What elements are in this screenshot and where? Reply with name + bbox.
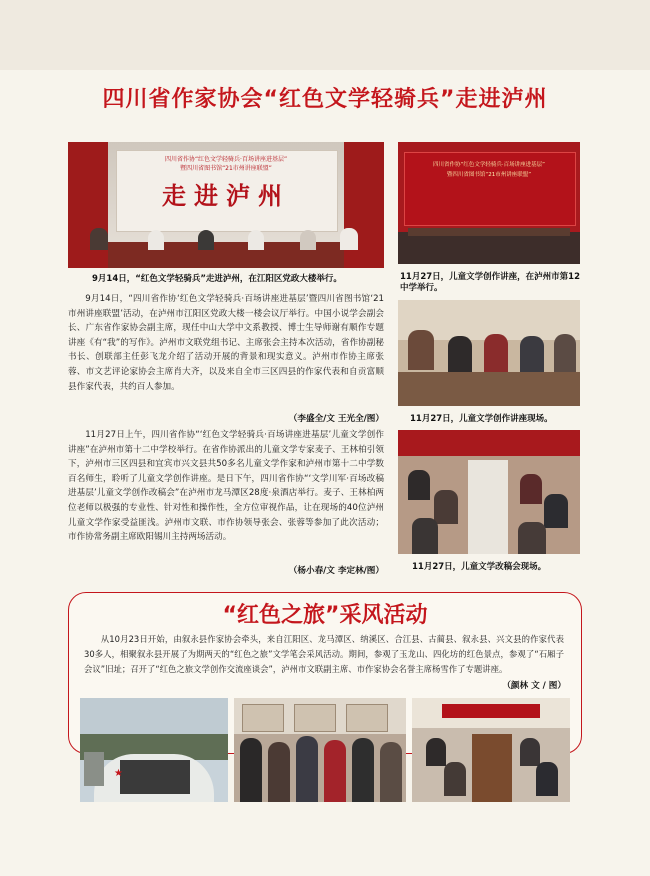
- article2-text: 11月27日上午，四川省作协“‘红色文学轻骑兵·百场讲座进基层’儿童文学创作讲座”在泸州市第十二中学校举行。在省作协派出的儿童文学专家麦子、王林柏引领下，泸州市三区四县和宜宾市兴文县共50多名儿童文学作家和泸州市第十二中学数百名师生，聆听了儿童文学创作讲座。是日下午，四川省作协“‘文学川军·百场改稿进基层’儿童文学创作改稿会”在泸州市龙马潭区28度·泉酒店举行。麦子、王林柏两位老师以极强的专业性、针对性和操作性，全方位审视作品，让在现场的40位泸州儿童文学作家受益匪浅。泸州市文联、市作协领导张会、张蓉等参加了此次活动；市作协常务副主席欧阳锡川主持两场活动。: [68, 430, 384, 543]
- photo1-banner-line2: 暨四川省图书馆“21市州讲座联盟”: [180, 165, 272, 172]
- photo-memorial-site: ★: [80, 698, 228, 802]
- photo-meeting-stage: [68, 142, 384, 268]
- section2-credit: （颜林 文 / 图）: [502, 681, 566, 691]
- photo3-caption: 11月27日，儿童文学创作讲座现场。: [410, 414, 553, 424]
- photo2-caption: 11月27日，儿童文学创作讲座，在泸州市第12中学举行。: [400, 272, 580, 293]
- photo1-banner-big: 走进泸州: [162, 182, 290, 210]
- section2-text: 从10月23日开始，由叙永县作家协会牵头，来自江阳区、龙马潭区、纳溪区、合江县、古蔺县、叙永县、兴文县的作家代表30多人，相聚叙永县开展了为期两天的“红色之旅”文学笔会采风活动。期间，参观了玉龙山、四化坊的红色景点，参观了“石厢子会议”旧址；召开了“红色之旅文学创作交流座谈会”，泸州市文联副主席、市作家协会名誉主席杨雪作了专题讲座。: [84, 634, 564, 674]
- photo-symposium: [412, 698, 570, 802]
- photo1-banner-line1: 四川省作协“红色文学轻骑兵·百场讲座进基层”: [164, 156, 288, 163]
- photo-editing-workshop: [398, 430, 580, 554]
- photo-school-lecture: [398, 142, 580, 264]
- article2-credit: （杨小春/文 李定林/图）: [288, 566, 384, 576]
- photo1-caption: 9月14日，“红色文学轻骑兵”走进泸州，在江阳区党政大楼举行。: [92, 274, 342, 284]
- photo-lecture-audience: [398, 300, 580, 406]
- article1-text: 9月14日，“四川省作协‘红色文学轻骑兵·百场讲座进基层’暨四川省图书馆‘21市州讲座联盟’活动，在泸州市江阳区党政大楼一楼会议厅举行。中国小说学会副会长、广东省作家协会副主席，现任中山大学中文系教授、博士生导师谢有顺作专题讲座《有“我”的写作》。泸州市文联党组书记、主席张会主持本次活动，省作协副秘书长、创联部主任彭飞龙介绍了活动开展的背景和现实意义。泸州市作协主席张蓉、市文艺评论家协会主席肖大齐，以及来自全市三区四县的作家代表和自贡富顺县作家代表，共约百人参加。: [68, 294, 384, 392]
- photo2-banner-line2: 暨四川省图书馆“21市州讲座联盟”: [446, 172, 532, 178]
- article1-credit: （李盛全/文 王光全/图）: [288, 414, 384, 424]
- section2-title: “红色之旅”采风活动: [222, 603, 428, 628]
- page-title: 四川省作家协会“红色文学轻骑兵”走进泸州: [102, 87, 548, 112]
- photo4-caption: 11月27日，儿童文学改稿会现场。: [412, 562, 547, 572]
- top-margin: [0, 0, 650, 70]
- photo2-banner-line1: 四川省作协“红色文学轻骑兵·百场讲座进基层”: [433, 162, 545, 168]
- photo-exhibition-group: [234, 698, 406, 802]
